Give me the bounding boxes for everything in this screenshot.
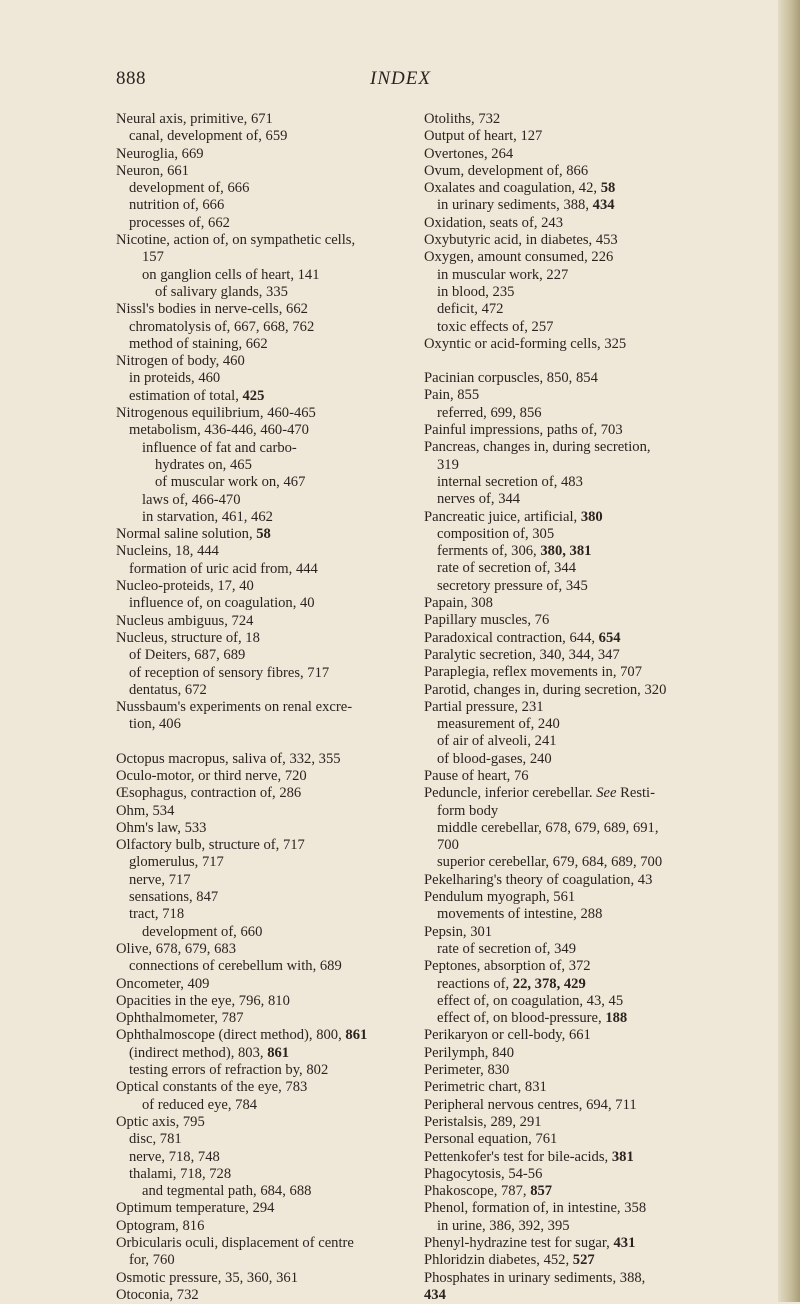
index-entry bbox=[424, 232, 726, 249]
index-entry bbox=[116, 543, 412, 560]
index-subentry bbox=[424, 751, 726, 768]
entry-text: formation of uric acid from, 444 bbox=[129, 560, 318, 577]
entry-text: in muscular work, 227 bbox=[437, 266, 569, 283]
entry-text: Peripheral nervous centres, 694, 711 bbox=[424, 1096, 637, 1113]
index-entry bbox=[424, 370, 726, 387]
index-entry bbox=[116, 1027, 412, 1044]
index-entry bbox=[424, 111, 726, 128]
entry-text: Neural axis, primitive, 671 bbox=[116, 111, 273, 127]
entry-text: effect of, on blood-pressure, bbox=[437, 1010, 606, 1027]
index-subentry bbox=[116, 128, 412, 145]
index-subentry bbox=[116, 1166, 412, 1183]
entry-text: Otoconia, 732 bbox=[116, 1286, 199, 1303]
entry-text: Optical constants of the eye, 783 bbox=[116, 1079, 308, 1096]
index-entry bbox=[424, 1166, 726, 1183]
index-subentry bbox=[116, 1045, 412, 1062]
index-entry bbox=[116, 163, 412, 180]
index-entry bbox=[424, 889, 726, 906]
index-subentry bbox=[116, 682, 412, 699]
index-subentry bbox=[424, 457, 726, 474]
index-entry bbox=[424, 1149, 726, 1166]
entry-text: nerve, 718, 748 bbox=[129, 1148, 220, 1165]
index-subentry bbox=[116, 267, 412, 284]
entry-text: Ohm's law, 533 bbox=[116, 819, 207, 836]
index-subentry bbox=[424, 820, 726, 837]
entry-text: Perilymph, 840 bbox=[424, 1044, 514, 1061]
entry-text: Nitrogenous equilibrium, 460-465 bbox=[116, 405, 316, 422]
entry-text: canal, development of, 659 bbox=[129, 128, 288, 145]
entry-text: composition of, 305 bbox=[437, 525, 555, 542]
index-subentry bbox=[424, 301, 726, 318]
entry-text: Opacities in the eye, 796, 810 bbox=[116, 992, 290, 1009]
index-entry bbox=[116, 1218, 412, 1235]
entry-text: Nicotine, action of, on sympathetic cells, bbox=[116, 232, 356, 249]
index-entry bbox=[424, 1097, 726, 1114]
entry-text: and tegmental path, 684, 688 bbox=[142, 1183, 312, 1200]
entry-text: Oculo-motor, or third nerve, 720 bbox=[116, 767, 307, 784]
entry-bold-page-ref: 22, 378, 429 bbox=[512, 975, 586, 992]
entry-bold-page-ref: 58 bbox=[256, 526, 271, 543]
index-subentry bbox=[424, 560, 726, 577]
index-subentry bbox=[424, 716, 726, 733]
index-entry bbox=[116, 1010, 412, 1027]
index-subentry bbox=[116, 370, 412, 387]
entry-text: Orbicularis oculi, displacement of centre bbox=[116, 1235, 354, 1251]
entry-text: Phagocytosis, 54-56 bbox=[424, 1165, 543, 1182]
entry-text: Oxygen, amount consumed, 226 bbox=[424, 249, 614, 266]
index-subentry bbox=[116, 665, 412, 682]
entry-text: Olive, 678, 679, 683 bbox=[116, 940, 236, 957]
entry-text: Pacinian corpuscles, 850, 854 bbox=[424, 370, 598, 387]
entry-text: internal secretion of, 483 bbox=[437, 473, 583, 490]
entry-text: Papillary muscles, 76 bbox=[424, 612, 550, 629]
entry-text: Ophthalmometer, 787 bbox=[116, 1010, 244, 1027]
entry-text: Optogram, 816 bbox=[116, 1217, 205, 1234]
entry-text: measurement of, 240 bbox=[437, 716, 560, 733]
entry-text: Nucleo-proteids, 17, 40 bbox=[116, 578, 254, 595]
index-entry bbox=[116, 993, 412, 1010]
index-subentry bbox=[424, 941, 726, 958]
index-entry bbox=[424, 647, 726, 664]
entry-text: effect of, on coagulation, 43, 45 bbox=[437, 992, 624, 1009]
index-entry bbox=[116, 976, 412, 993]
page-header bbox=[0, 68, 780, 98]
index-entry bbox=[424, 958, 726, 975]
index-entry bbox=[424, 509, 726, 526]
index-subentry bbox=[424, 267, 726, 284]
entry-text: Phosphates in urinary sediments, 388, bbox=[424, 1269, 646, 1286]
entry-text: Paraplegia, reflex movements in, 707 bbox=[424, 664, 643, 681]
index-subentry bbox=[116, 647, 412, 664]
index-subentry bbox=[116, 854, 412, 871]
entry-text: in proteids, 460 bbox=[129, 370, 221, 387]
entry-text: Overtones, 264 bbox=[424, 145, 514, 162]
entry-text: Osmotic pressure, 35, 360, 361 bbox=[116, 1269, 298, 1286]
entry-text: of Deiters, 687, 689 bbox=[129, 647, 246, 664]
index-entry bbox=[424, 387, 726, 404]
entry-text: Ovum, development of, 866 bbox=[424, 162, 589, 179]
index-entry bbox=[424, 1183, 726, 1200]
entry-text: Nucleus, structure of, 18 bbox=[116, 629, 260, 646]
index-entry bbox=[116, 751, 412, 768]
index-subentry bbox=[116, 509, 412, 526]
index-subentry bbox=[116, 958, 412, 975]
entry-text: influence of fat and carbo- bbox=[142, 439, 297, 456]
index-entry bbox=[424, 422, 726, 439]
entry-text: Perimeter, 830 bbox=[424, 1062, 510, 1079]
index-subentry bbox=[424, 543, 726, 560]
index-entry bbox=[424, 180, 726, 197]
entry-text: Phloridzin diabetes, 452, bbox=[424, 1252, 573, 1269]
entry-text: Pancreas, changes in, during secretion, bbox=[424, 439, 651, 456]
index-entry bbox=[424, 630, 726, 647]
entry-text: Pain, 855 bbox=[424, 387, 480, 404]
entry-text: disc, 781 bbox=[129, 1131, 182, 1148]
index-entry bbox=[424, 249, 726, 266]
index-subentry bbox=[116, 474, 412, 491]
entry-text: sensations, 847 bbox=[129, 889, 219, 906]
entry-bold-page-ref: 434 bbox=[424, 1286, 446, 1303]
entry-text: referred, 699, 856 bbox=[437, 404, 542, 421]
entry-text: Nitrogen of body, 460 bbox=[116, 353, 245, 370]
index-subentry bbox=[116, 1131, 412, 1148]
index-entry bbox=[424, 1270, 726, 1287]
index-entry bbox=[424, 785, 726, 802]
entry-text: form body bbox=[437, 802, 499, 819]
index-entry bbox=[424, 682, 726, 699]
entry-text: ferments of, 306, bbox=[437, 543, 541, 560]
entry-text: of salivary glands, 335 bbox=[155, 283, 288, 300]
index-entry bbox=[116, 613, 412, 630]
entry-text: Ohm, 534 bbox=[116, 802, 175, 819]
entry-text: nerves of, 344 bbox=[437, 491, 521, 508]
entry-text: development of, 666 bbox=[129, 180, 250, 197]
entry-text: in blood, 235 bbox=[437, 283, 515, 300]
index-subentry bbox=[116, 492, 412, 509]
entry-text: development of, 660 bbox=[142, 923, 263, 940]
entry-text: Œsophagus, contraction of, 286 bbox=[116, 785, 302, 802]
entry-text: on ganglion cells of heart, 141 bbox=[142, 266, 320, 283]
index-subentry bbox=[116, 924, 412, 941]
index-subentry bbox=[116, 889, 412, 906]
entry-text: Personal equation, 761 bbox=[424, 1131, 558, 1148]
index-entry bbox=[424, 439, 726, 456]
entry-text: deficit, 472 bbox=[437, 301, 504, 318]
entry-bold-page-ref: 381 bbox=[611, 1148, 634, 1165]
index-entry bbox=[116, 526, 412, 543]
index-subentry bbox=[424, 284, 726, 301]
entry-text: tract, 718 bbox=[129, 906, 185, 923]
index-subentry bbox=[116, 1183, 412, 1200]
index-entry bbox=[424, 1287, 726, 1304]
entry-text: in urinary sediments, 388, bbox=[437, 197, 593, 214]
entry-text: Peduncle, inferior cerebellar. bbox=[424, 785, 597, 802]
index-entry bbox=[424, 1045, 726, 1062]
index-subentry bbox=[116, 1097, 412, 1114]
entry-text: Paradoxical contraction, 644, bbox=[424, 629, 599, 646]
index-subentry bbox=[116, 457, 412, 474]
index-entry bbox=[116, 837, 412, 854]
index-entry bbox=[424, 163, 726, 180]
index-entry bbox=[424, 768, 726, 785]
index-entry bbox=[116, 1235, 412, 1252]
entry-see-reference: See bbox=[596, 785, 617, 802]
entry-text: method of staining, 662 bbox=[129, 335, 268, 352]
page-edge-shadow bbox=[778, 0, 800, 1302]
entry-text: Pettenkofer's test for bile-acids, bbox=[424, 1148, 612, 1165]
index-entry bbox=[116, 232, 412, 249]
entry-text: toxic effects of, 257 bbox=[437, 318, 554, 335]
entry-text: Octopus macropus, saliva of, 332, 355 bbox=[116, 750, 341, 767]
entry-text: Perikaryon or cell-body, 661 bbox=[424, 1027, 591, 1044]
entry-text: Nissl's bodies in nerve-cells, 662 bbox=[116, 301, 308, 318]
entry-text: Painful impressions, paths of, 703 bbox=[424, 422, 623, 439]
index-subentry bbox=[424, 906, 726, 923]
index-entry bbox=[424, 612, 726, 629]
index-entry bbox=[424, 128, 726, 145]
index-entry bbox=[424, 1252, 726, 1269]
index-entry bbox=[424, 1200, 726, 1217]
entry-text: Nucleus ambiguus, 724 bbox=[116, 612, 254, 629]
entry-text: (indirect method), 803, bbox=[129, 1044, 268, 1061]
index-subentry bbox=[116, 422, 412, 439]
entry-bold-page-ref: 380 bbox=[580, 508, 603, 525]
entry-text: Peristalsis, 289, 291 bbox=[424, 1113, 542, 1130]
index-entry bbox=[116, 1270, 412, 1287]
entry-text: Peptones, absorption of, 372 bbox=[424, 958, 591, 975]
index-subentry bbox=[116, 180, 412, 197]
index-entry bbox=[424, 1062, 726, 1079]
index-subentry bbox=[116, 319, 412, 336]
entry-bold-page-ref: 527 bbox=[572, 1252, 595, 1269]
entry-text: rate of secretion of, 344 bbox=[437, 560, 576, 577]
index-subentry bbox=[424, 854, 726, 871]
entry-text: of reception of sensory fibres, 717 bbox=[129, 664, 330, 681]
index-entry bbox=[424, 1027, 726, 1044]
index-entry bbox=[424, 1079, 726, 1096]
index-subentry bbox=[424, 837, 726, 854]
entry-text: Pause of heart, 76 bbox=[424, 767, 529, 784]
entry-text: metabolism, 436-446, 460-470 bbox=[129, 422, 309, 439]
entry-text: movements of intestine, 288 bbox=[437, 906, 603, 923]
entry-text: Ophthalmoscope (direct method), 800, bbox=[116, 1027, 346, 1044]
index-subentry bbox=[424, 803, 726, 820]
index-subentry bbox=[424, 474, 726, 491]
index-entry bbox=[116, 803, 412, 820]
entry-text: Pepsin, 301 bbox=[424, 923, 493, 940]
index-entry bbox=[424, 924, 726, 941]
index-entry bbox=[424, 336, 726, 353]
entry-text: superior cerebellar, 679, 684, 689, 700 bbox=[437, 854, 663, 871]
entry-text: Phenyl-hydrazine test for sugar, bbox=[424, 1235, 614, 1251]
index-subentry bbox=[424, 1010, 726, 1027]
index-entry bbox=[424, 1235, 726, 1252]
entry-text: for, 760 bbox=[129, 1252, 175, 1269]
entry-text: of muscular work on, 467 bbox=[155, 474, 306, 491]
entry-text: reactions of, bbox=[437, 975, 513, 992]
entry-text: nerve, 717 bbox=[129, 871, 191, 888]
entry-text: 157 bbox=[142, 249, 164, 266]
entry-text: thalami, 718, 728 bbox=[129, 1165, 232, 1182]
index-subentry bbox=[116, 336, 412, 353]
index-subentry bbox=[424, 319, 726, 336]
entry-text: Optimum temperature, 294 bbox=[116, 1200, 275, 1217]
index-entry bbox=[424, 664, 726, 681]
entry-text: Oncometer, 409 bbox=[116, 975, 210, 992]
index-subentry bbox=[424, 197, 726, 214]
entry-text: of air of alveoli, 241 bbox=[437, 733, 557, 750]
index-entry bbox=[116, 1079, 412, 1096]
index-subentry bbox=[116, 1062, 412, 1079]
index-entry bbox=[116, 699, 412, 716]
entry-text: nutrition of, 666 bbox=[129, 197, 225, 214]
index-column-left bbox=[116, 111, 412, 1304]
index-entry bbox=[116, 630, 412, 647]
entry-text: Nucleins, 18, 444 bbox=[116, 543, 219, 560]
entry-text-continued: Resti- bbox=[616, 785, 655, 802]
index-subentry bbox=[116, 716, 412, 733]
entry-text: Olfactory bulb, structure of, 717 bbox=[116, 837, 305, 854]
entry-text: Oxidation, seats of, 243 bbox=[424, 214, 564, 231]
entry-text: laws of, 466-470 bbox=[142, 491, 241, 508]
entry-text: estimation of total, bbox=[129, 387, 243, 404]
entry-text: Pendulum myograph, 561 bbox=[424, 889, 576, 906]
index-subentry bbox=[424, 1218, 726, 1235]
entry-text: Paralytic secretion, 340, 344, 347 bbox=[424, 646, 620, 663]
entry-bold-page-ref: 654 bbox=[598, 629, 621, 646]
entry-text: tion, 406 bbox=[129, 716, 181, 733]
index-entry bbox=[424, 1114, 726, 1131]
index-entry bbox=[116, 353, 412, 370]
index-entry bbox=[116, 941, 412, 958]
entry-text: Otoliths, 732 bbox=[424, 111, 501, 127]
entry-text: Phakoscope, 787, bbox=[424, 1183, 531, 1200]
entry-text: of reduced eye, 784 bbox=[142, 1096, 258, 1113]
entry-bold-page-ref: 431 bbox=[613, 1235, 636, 1251]
index-subentry bbox=[116, 595, 412, 612]
index-subentry bbox=[424, 993, 726, 1010]
index-entry bbox=[116, 405, 412, 422]
index-subentry bbox=[424, 491, 726, 508]
entry-text: Partial pressure, 231 bbox=[424, 698, 544, 715]
entry-text: Nussbaum's experiments on renal excre- bbox=[116, 699, 353, 716]
entry-bold-page-ref: 861 bbox=[345, 1027, 368, 1044]
index-subentry bbox=[116, 215, 412, 232]
index-entry bbox=[116, 578, 412, 595]
entry-text: Neuron, 661 bbox=[116, 162, 189, 179]
index-subentry bbox=[116, 284, 412, 301]
entry-text: of blood-gases, 240 bbox=[437, 750, 552, 767]
entry-text: Parotid, changes in, during secretion, 320 bbox=[424, 681, 667, 698]
entry-text: 700 bbox=[437, 837, 459, 854]
index-subentry bbox=[116, 561, 412, 578]
entry-text: Pekelharing's theory of coagulation, 43 bbox=[424, 871, 653, 888]
entry-text: Pancreatic juice, artificial, bbox=[424, 508, 581, 525]
running-head: INDEX bbox=[370, 68, 431, 89]
index-subentry bbox=[116, 440, 412, 457]
index-subentry bbox=[424, 578, 726, 595]
entry-text: Oxybutyric acid, in diabetes, 453 bbox=[424, 232, 618, 249]
index-entry bbox=[116, 785, 412, 802]
index-subentry bbox=[424, 405, 726, 422]
entry-text: hydrates on, 465 bbox=[155, 456, 252, 473]
entry-bold-page-ref: 58 bbox=[600, 180, 616, 197]
index-subentry bbox=[116, 1252, 412, 1269]
entry-bold-page-ref: 861 bbox=[267, 1044, 290, 1061]
entry-text: connections of cerebellum with, 689 bbox=[129, 958, 342, 975]
index-entry bbox=[116, 820, 412, 837]
index-subentry bbox=[116, 249, 412, 266]
index-entry bbox=[116, 1287, 412, 1304]
entry-text: Papain, 308 bbox=[424, 595, 493, 612]
index-entry bbox=[424, 146, 726, 163]
entry-text: Oxyntic or acid-forming cells, 325 bbox=[424, 335, 627, 352]
index-subentry bbox=[116, 1149, 412, 1166]
entry-text: Output of heart, 127 bbox=[424, 128, 543, 145]
entry-text: dentatus, 672 bbox=[129, 681, 207, 698]
entry-text: Neuroglia, 669 bbox=[116, 145, 204, 162]
entry-text: testing errors of refraction by, 802 bbox=[129, 1062, 329, 1079]
entry-text: influence of, on coagulation, 40 bbox=[129, 595, 315, 612]
index-subentry bbox=[116, 197, 412, 214]
entry-text: 319 bbox=[437, 456, 459, 473]
entry-text: Optic axis, 795 bbox=[116, 1113, 205, 1130]
index-subentry bbox=[424, 526, 726, 543]
entry-text: processes of, 662 bbox=[129, 214, 230, 231]
index-subentry bbox=[424, 976, 726, 993]
index-subentry bbox=[116, 872, 412, 889]
entry-text: middle cerebellar, 678, 679, 689, 691, bbox=[437, 819, 659, 836]
index-subentry bbox=[116, 388, 412, 405]
entry-text: Normal saline solution, bbox=[116, 526, 257, 543]
entry-text: Perimetric chart, 831 bbox=[424, 1079, 547, 1096]
page-number: 888 bbox=[116, 68, 146, 89]
entry-text: secretory pressure of, 345 bbox=[437, 577, 588, 594]
entry-bold-page-ref: 425 bbox=[242, 387, 265, 404]
index-entry bbox=[116, 1114, 412, 1131]
index-entry bbox=[424, 595, 726, 612]
entry-text: Phenol, formation of, in intestine, 358 bbox=[424, 1200, 647, 1217]
entry-text: chromatolysis of, 667, 668, 762 bbox=[129, 318, 315, 335]
entry-text: Oxalates and coagulation, 42, bbox=[424, 180, 601, 197]
index-entry bbox=[424, 215, 726, 232]
index-entry bbox=[424, 1131, 726, 1148]
index-entry bbox=[116, 768, 412, 785]
entry-bold-page-ref: 857 bbox=[530, 1183, 553, 1200]
index-entry bbox=[424, 699, 726, 716]
index-entry bbox=[424, 872, 726, 889]
index-subentry bbox=[116, 906, 412, 923]
entry-text: glomerulus, 717 bbox=[129, 854, 224, 871]
entry-bold-page-ref: 380, 381 bbox=[540, 543, 592, 560]
index-entry bbox=[116, 111, 412, 128]
index-column-right bbox=[424, 111, 726, 1304]
index-subentry bbox=[424, 733, 726, 750]
entry-text: rate of secretion of, 349 bbox=[437, 940, 576, 957]
entry-text: in urine, 386, 392, 395 bbox=[437, 1217, 570, 1234]
entry-bold-page-ref: 188 bbox=[605, 1010, 628, 1027]
index-entry bbox=[116, 301, 412, 318]
entry-text: in starvation, 461, 462 bbox=[142, 508, 273, 525]
index-entry bbox=[116, 146, 412, 163]
index-entry bbox=[116, 1200, 412, 1217]
entry-bold-page-ref: 434 bbox=[592, 197, 615, 214]
